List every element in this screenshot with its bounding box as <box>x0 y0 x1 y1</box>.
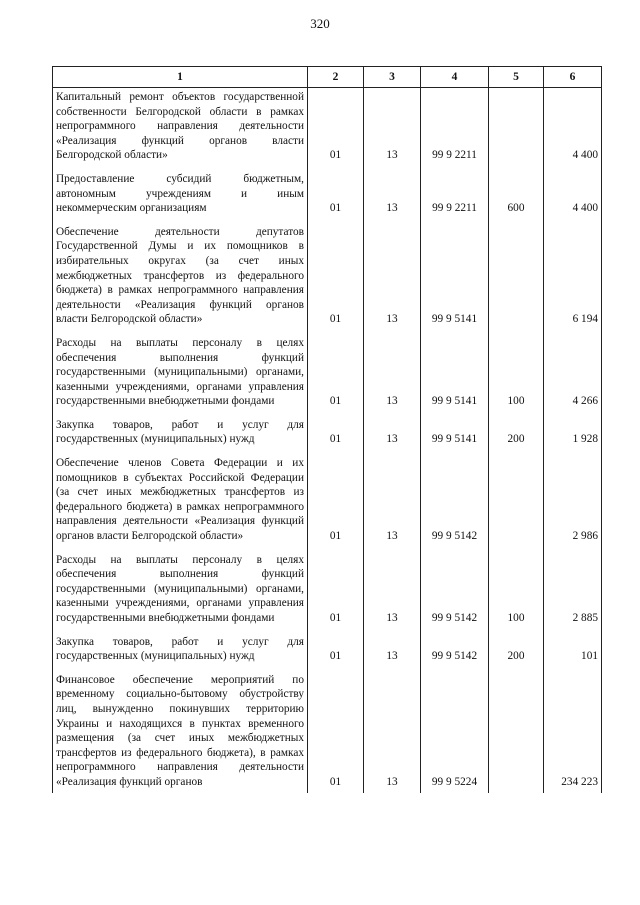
row-section: 01 <box>308 219 364 330</box>
row-section: 01 <box>308 450 364 547</box>
row-expense-type <box>489 219 544 330</box>
row-section: 01 <box>308 629 364 667</box>
row-target: 99 9 2211 <box>421 166 489 219</box>
row-section: 01 <box>308 547 364 629</box>
row-name: Финансовое обеспечение мероприятий по временному социально-бытовому обустройству лиц, вынужденно покинувших территорию Украины и находящихся в пунктах временного размещения (за счет иных межбюджетных трансфертов из федерального бюджета), в рамках непрограммного направления деятельности «Реализация функций органов <box>53 667 308 793</box>
col-header-target: 4 <box>421 67 489 88</box>
row-target: 99 9 5141 <box>421 412 489 450</box>
row-name: Расходы на выплаты персоналу в целях обеспечения выполнения функций государственными (муниципальными) органами, казенными учреждениями, органами управления государственными внебюджетными фондами <box>53 330 308 412</box>
row-subsection: 13 <box>364 450 421 547</box>
row-expense-type: 100 <box>489 330 544 412</box>
row-name: Капитальный ремонт объектов государственной собственности Белгородской области в рамках непрограммного направления деятельности «Реализация функций органов власти Белгородской области» <box>53 88 308 166</box>
row-section: 01 <box>308 412 364 450</box>
row-target: 99 9 2211 <box>421 88 489 166</box>
row-expense-type: 200 <box>489 412 544 450</box>
row-amount: 234 223 <box>544 667 602 793</box>
col-header-amount: 6 <box>544 67 602 88</box>
row-subsection: 13 <box>364 547 421 629</box>
row-amount: 4 400 <box>544 88 602 166</box>
row-expense-type: 100 <box>489 547 544 629</box>
row-expense-type <box>489 88 544 166</box>
table-row <box>53 88 602 166</box>
table-row <box>53 547 602 629</box>
row-section: 01 <box>308 330 364 412</box>
row-amount: 4 400 <box>544 166 602 219</box>
row-subsection: 13 <box>364 667 421 793</box>
col-header-name: 1 <box>53 67 308 88</box>
row-subsection: 13 <box>364 629 421 667</box>
row-section: 01 <box>308 166 364 219</box>
table-row <box>53 166 602 219</box>
row-name: Обеспечение деятельности депутатов Государственной Думы и их помощников в избирательных округах (за счет иных межбюджетных трансфертов из федерального бюджета) в рамках непрограммного направления деятельности «Реализация функций органов власти Белгородской области» <box>53 219 308 330</box>
row-name: Закупка товаров, работ и услуг для государственных (муниципальных) нужд <box>53 412 308 450</box>
row-section: 01 <box>308 88 364 166</box>
row-target: 99 9 5141 <box>421 219 489 330</box>
budget-table <box>52 66 602 793</box>
col-header-expense-type: 5 <box>489 67 544 88</box>
row-amount: 6 194 <box>544 219 602 330</box>
row-subsection: 13 <box>364 88 421 166</box>
col-header-subsection: 3 <box>364 67 421 88</box>
row-target: 99 9 5142 <box>421 547 489 629</box>
table-row <box>53 629 602 667</box>
row-expense-type: 200 <box>489 629 544 667</box>
row-subsection: 13 <box>364 219 421 330</box>
row-name: Предоставление субсидий бюджетным, автономным учреждениям и иным некоммерческим организациям <box>53 166 308 219</box>
row-subsection: 13 <box>364 412 421 450</box>
row-name: Закупка товаров, работ и услуг для государственных (муниципальных) нужд <box>53 629 308 667</box>
row-name: Расходы на выплаты персоналу в целях обеспечения выполнения функций государственными (муниципальными) органами, казенными учреждениями, органами управления государственными внебюджетными фондами <box>53 547 308 629</box>
page-number: 320 <box>310 16 330 31</box>
table-header-row <box>53 67 602 88</box>
row-amount: 2 986 <box>544 450 602 547</box>
row-subsection: 13 <box>364 166 421 219</box>
row-section: 01 <box>308 667 364 793</box>
table-row <box>53 412 602 450</box>
row-amount: 101 <box>544 629 602 667</box>
table-row <box>53 219 602 330</box>
row-name: Обеспечение членов Совета Федерации и их помощников в субъектах Российской Федерации (за счет иных межбюджетных трансфертов из федерального бюджета) в рамках непрограммного направления деятельности «Реализация функций органов власти Белгородской области» <box>53 450 308 547</box>
row-subsection: 13 <box>364 330 421 412</box>
row-amount: 4 266 <box>544 330 602 412</box>
row-expense-type <box>489 450 544 547</box>
row-amount: 1 928 <box>544 412 602 450</box>
row-target: 99 9 5142 <box>421 629 489 667</box>
row-target: 99 9 5141 <box>421 330 489 412</box>
table-row <box>53 450 602 547</box>
row-amount: 2 885 <box>544 547 602 629</box>
row-target: 99 9 5224 <box>421 667 489 793</box>
row-expense-type: 600 <box>489 166 544 219</box>
row-target: 99 9 5142 <box>421 450 489 547</box>
table-row <box>53 667 602 793</box>
table-row <box>53 330 602 412</box>
row-expense-type <box>489 667 544 793</box>
col-header-section: 2 <box>308 67 364 88</box>
